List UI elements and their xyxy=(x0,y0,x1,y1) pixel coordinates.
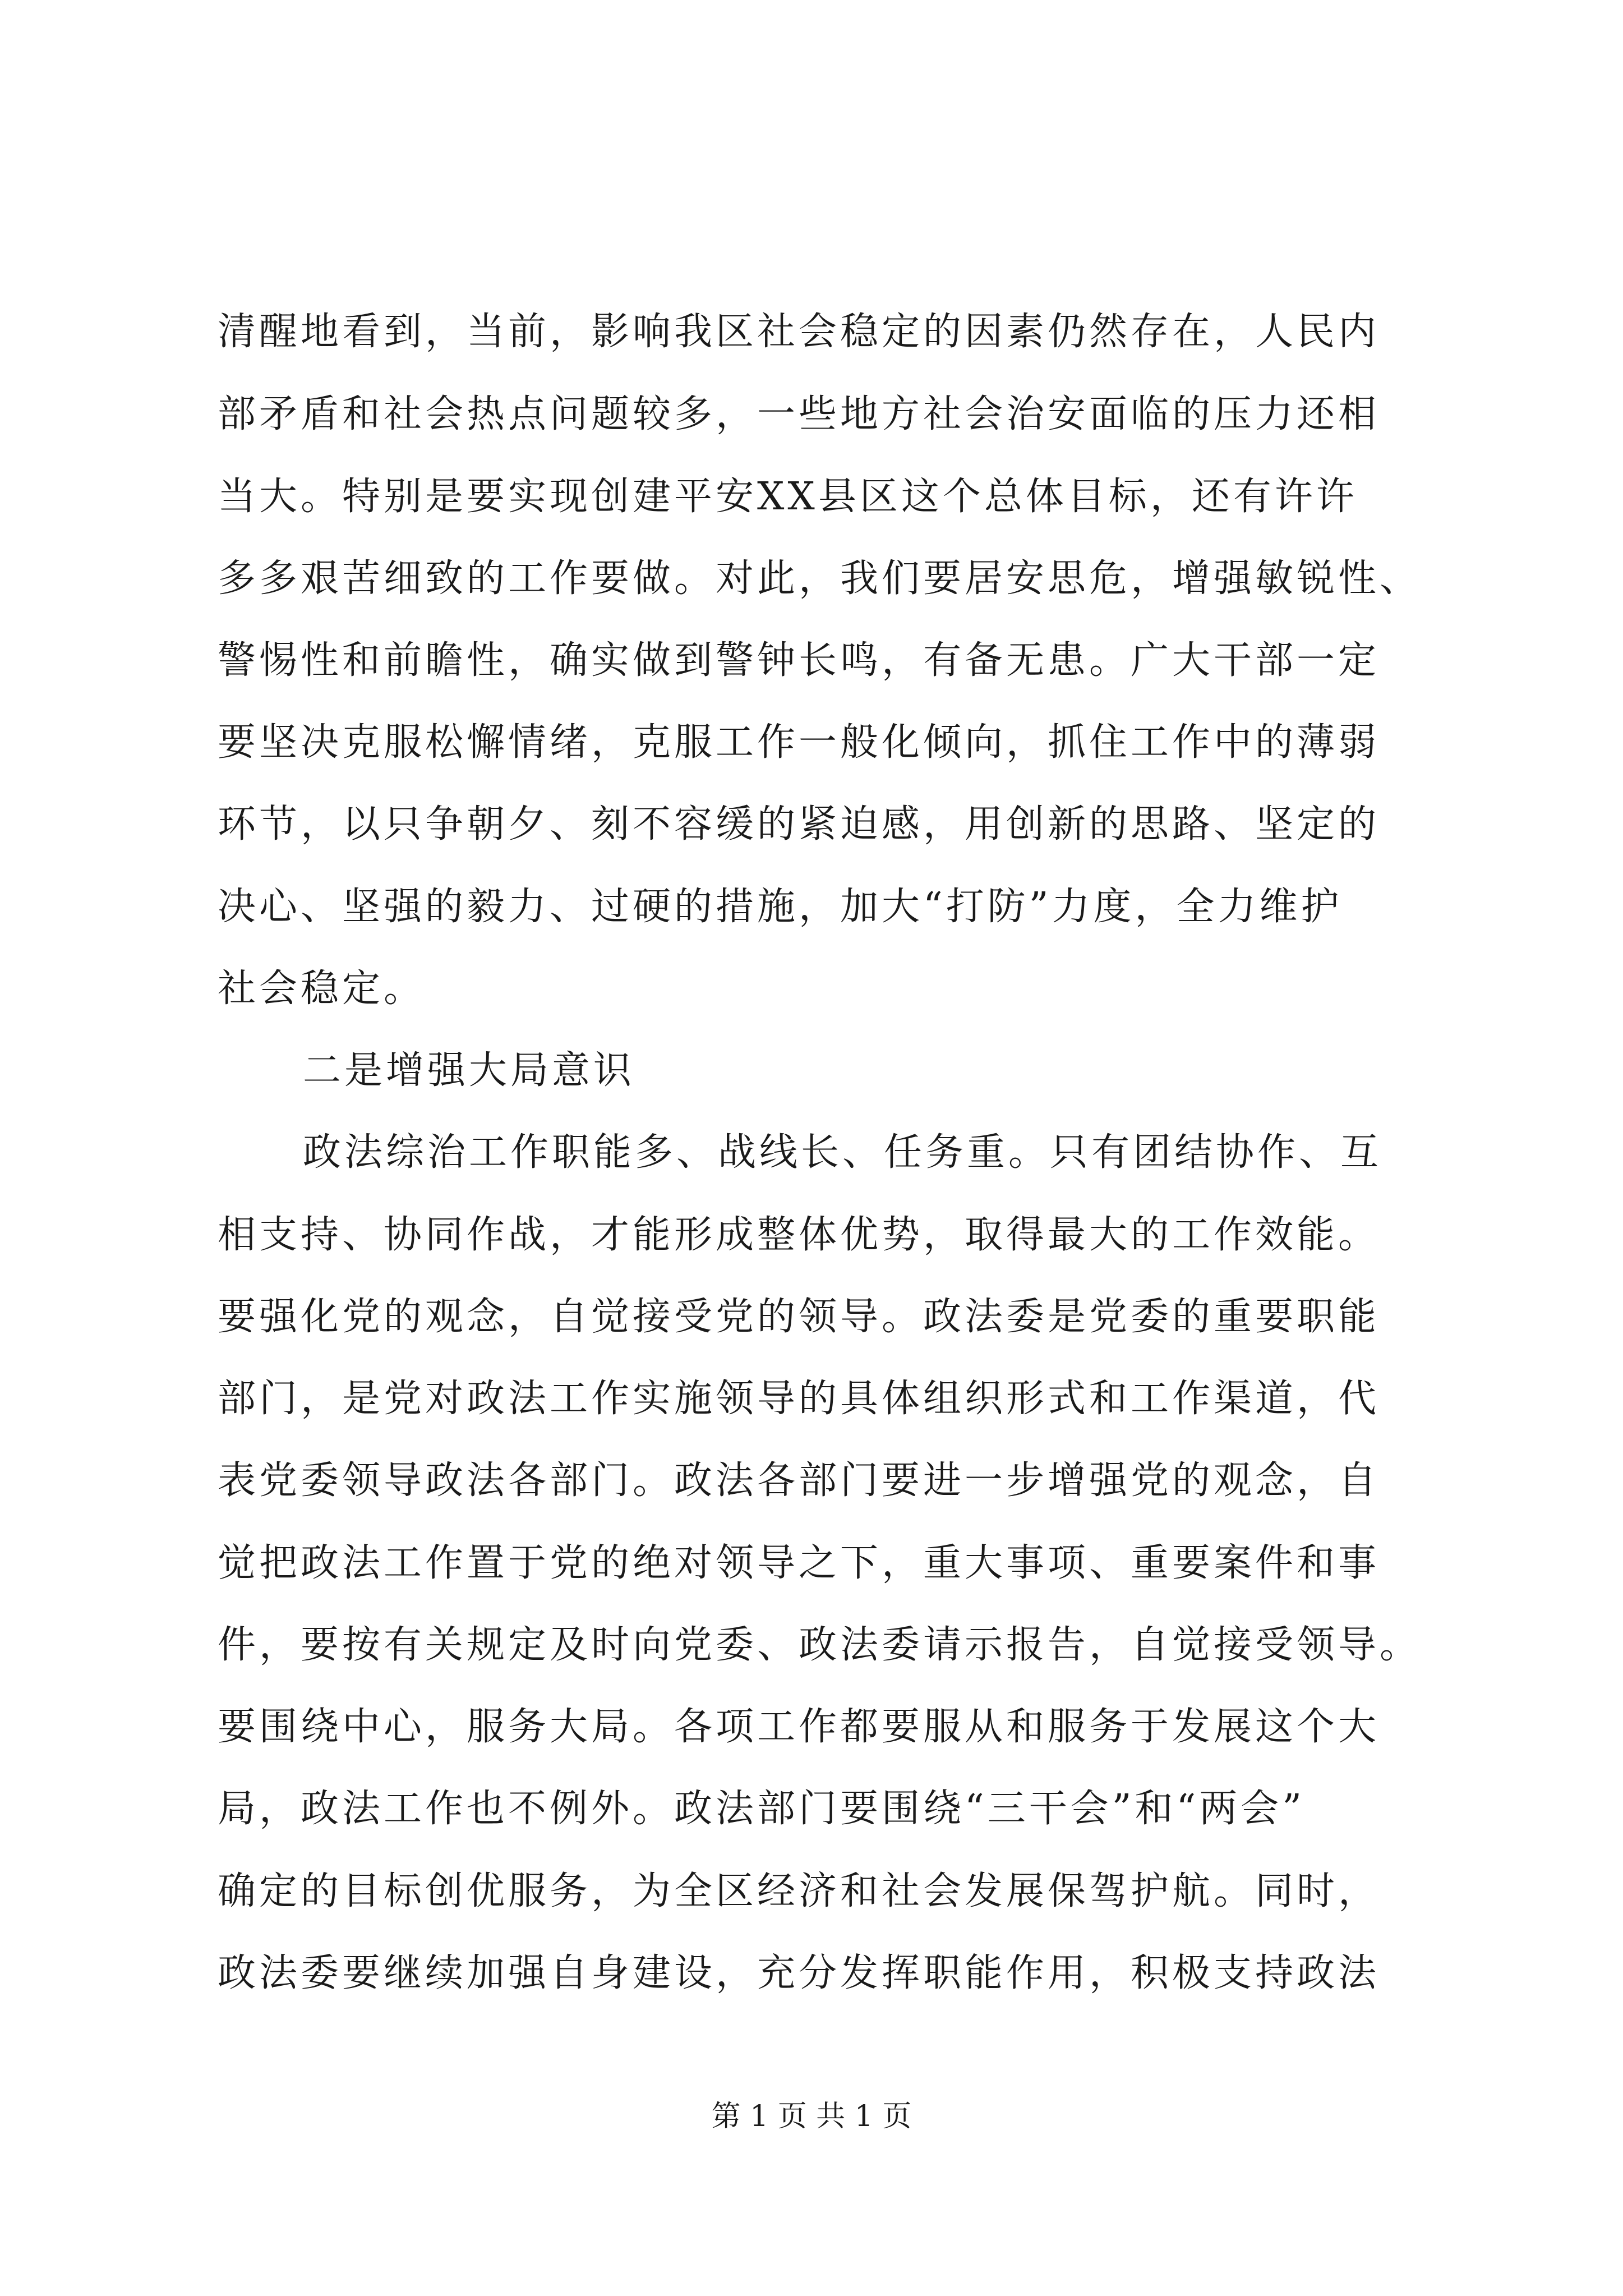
body-line: 局，政法工作也不例外。政法部门要围绕“三干会”和“两会” xyxy=(218,1787,1306,1831)
body-line: 政法委要继续加强自身建设，充分发挥职能作用，积极支持政法 xyxy=(218,1951,1380,1995)
body-line: 表党委领导政法各部门。政法各部门要进一步增强党的观念，自 xyxy=(218,1458,1380,1503)
body-line: 确定的目标创优服务，为全区经济和社会发展保驾护航。同时， xyxy=(218,1869,1380,1913)
body-line: 部矛盾和社会热点问题较多，一些地方社会治安面临的压力还相 xyxy=(218,392,1380,436)
body-line: 警惕性和前瞻性，确实做到警钟长鸣，有备无患。广大干部一定 xyxy=(218,638,1380,683)
body-line: 觉把政法工作置于党的绝对领导之下，重大事项、重要案件和事 xyxy=(218,1541,1380,1585)
body-line: 社会稳定。 xyxy=(218,967,426,1011)
body-line: 部门，是党对政法工作实施领导的具体组织形式和工作渠道，代 xyxy=(218,1377,1380,1421)
body-line: 环节，以只争朝夕、刻不容缓的紧迫感，用创新的思路、坚定的 xyxy=(218,802,1380,846)
body-line: 要围绕中心，服务大局。各项工作都要服从和服务于发展这个大 xyxy=(218,1705,1380,1749)
body-line: 件，要按有关规定及时向党委、政法委请示报告，自觉接受领导。 xyxy=(218,1623,1422,1667)
body-line: 决心、坚强的毅力、过硬的措施，加大“打防”力度，全力维护 xyxy=(218,885,1343,929)
body-line: 当大。特别是要实现创建平安XX县区这个总体目标，还有许许 xyxy=(218,475,1358,519)
body-line: 清醒地看到，当前，影响我区社会稳定的因素仍然存在，人民内 xyxy=(218,310,1380,354)
page-footer: 第 1 页 共 1 页 xyxy=(711,2100,912,2133)
body-line: 要坚决克服松懈情绪，克服工作一般化倾向，抓住工作中的薄弱 xyxy=(218,720,1380,765)
paragraph-first-line: 政法综治工作职能多、战线长、任务重。只有团结协作、互 xyxy=(303,1130,1382,1175)
body-line: 多多艰苦细致的工作要做。对此，我们要居安思危，增强敏锐性、 xyxy=(218,556,1422,601)
body-line: 相支持、协同作战，才能形成整体优势，取得最大的工作效能。 xyxy=(218,1213,1380,1257)
section-heading: 二是增强大局意识 xyxy=(303,1048,635,1093)
body-line: 要强化党的观念，自觉接受党的领导。政法委是党委的重要职能 xyxy=(218,1295,1380,1339)
